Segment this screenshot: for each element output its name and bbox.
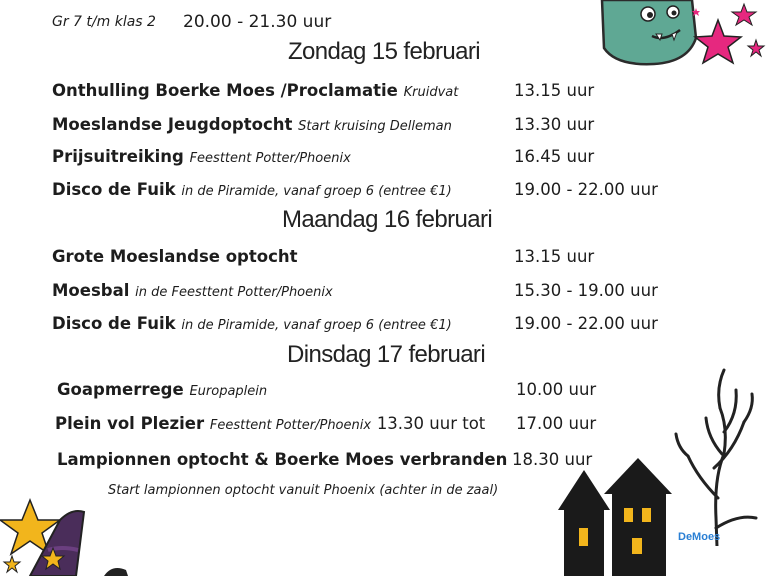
day-note: Start lampionnen optocht vanuit Phoenix (achter in de zaal): [108, 483, 499, 498]
monster-star-decoration: [596, 0, 768, 80]
event-location: Feesttent Potter/Phoenix: [189, 151, 351, 166]
event-name: Moeslandse Jeugdoptocht: [52, 115, 293, 134]
event-row: [57, 450, 507, 469]
event-row: [52, 314, 452, 333]
event-row: [52, 115, 452, 134]
event-name: Onthulling Boerke Moes /Proclamatie: [52, 81, 398, 100]
event-time: 18.30 uur: [512, 450, 593, 469]
haunted-house-decoration: [548, 358, 768, 576]
event-time: 13.15 uur: [514, 81, 595, 100]
group-label: Gr 7 t/m klas 2: [52, 14, 156, 30]
day-title-monday: Maandag 16 februari: [282, 206, 493, 233]
event-time: 13.30 uur: [514, 115, 595, 134]
day-title-sunday: Zondag 15 februari: [288, 38, 481, 65]
event-time: 19.00 - 22.00 uur: [514, 180, 658, 199]
event-name: Lampionnen optocht & Boerke Moes verbranden: [57, 450, 508, 469]
event-name: Plein vol Plezier: [55, 414, 205, 433]
event-name: Goapmerrege: [57, 380, 184, 399]
logo-text: DeMoes: [678, 531, 721, 543]
event-row: [52, 147, 351, 166]
event-name: Grote Moeslandse optocht: [52, 247, 298, 266]
event-name: Disco de Fuik: [52, 180, 176, 199]
witch-hat-decoration: [0, 490, 140, 576]
event-row: [55, 414, 485, 433]
event-location: Kruidvat: [403, 85, 459, 100]
event-time: 13.15 uur: [514, 247, 595, 266]
event-row: [57, 380, 267, 399]
event-row: [52, 247, 298, 266]
event-time: 15.30 - 19.00 uur: [514, 281, 658, 300]
event-name: Moesbal: [52, 281, 130, 300]
event-location: Start kruising Delleman: [298, 119, 452, 134]
event-location: in de Feesttent Potter/Phoenix: [135, 285, 333, 300]
event-name: Prijsuitreiking: [52, 147, 184, 166]
event-row: [52, 281, 333, 300]
event-time: 19.00 - 22.00 uur: [514, 314, 658, 333]
event-time: 16.45 uur: [514, 147, 595, 166]
event-time: 17.00 uur: [516, 414, 597, 433]
day-title-tuesday: Dinsdag 17 februari: [287, 341, 486, 368]
event-location: Europaplein: [189, 384, 268, 399]
event-location: in de Piramide, vanaf groep 6 (entree €1): [181, 184, 452, 199]
group-time: 20.00 - 21.30 uur: [183, 12, 332, 32]
event-name: Disco de Fuik: [52, 314, 176, 333]
event-extra-time: 13.30 uur tot: [376, 414, 486, 433]
event-row: [52, 81, 458, 100]
event-location: in de Piramide, vanaf groep 6 (entree €1): [181, 318, 452, 333]
event-time: 10.00 uur: [516, 380, 597, 399]
event-location: Feesttent Potter/Phoenix: [209, 418, 372, 433]
event-row: [52, 180, 452, 199]
